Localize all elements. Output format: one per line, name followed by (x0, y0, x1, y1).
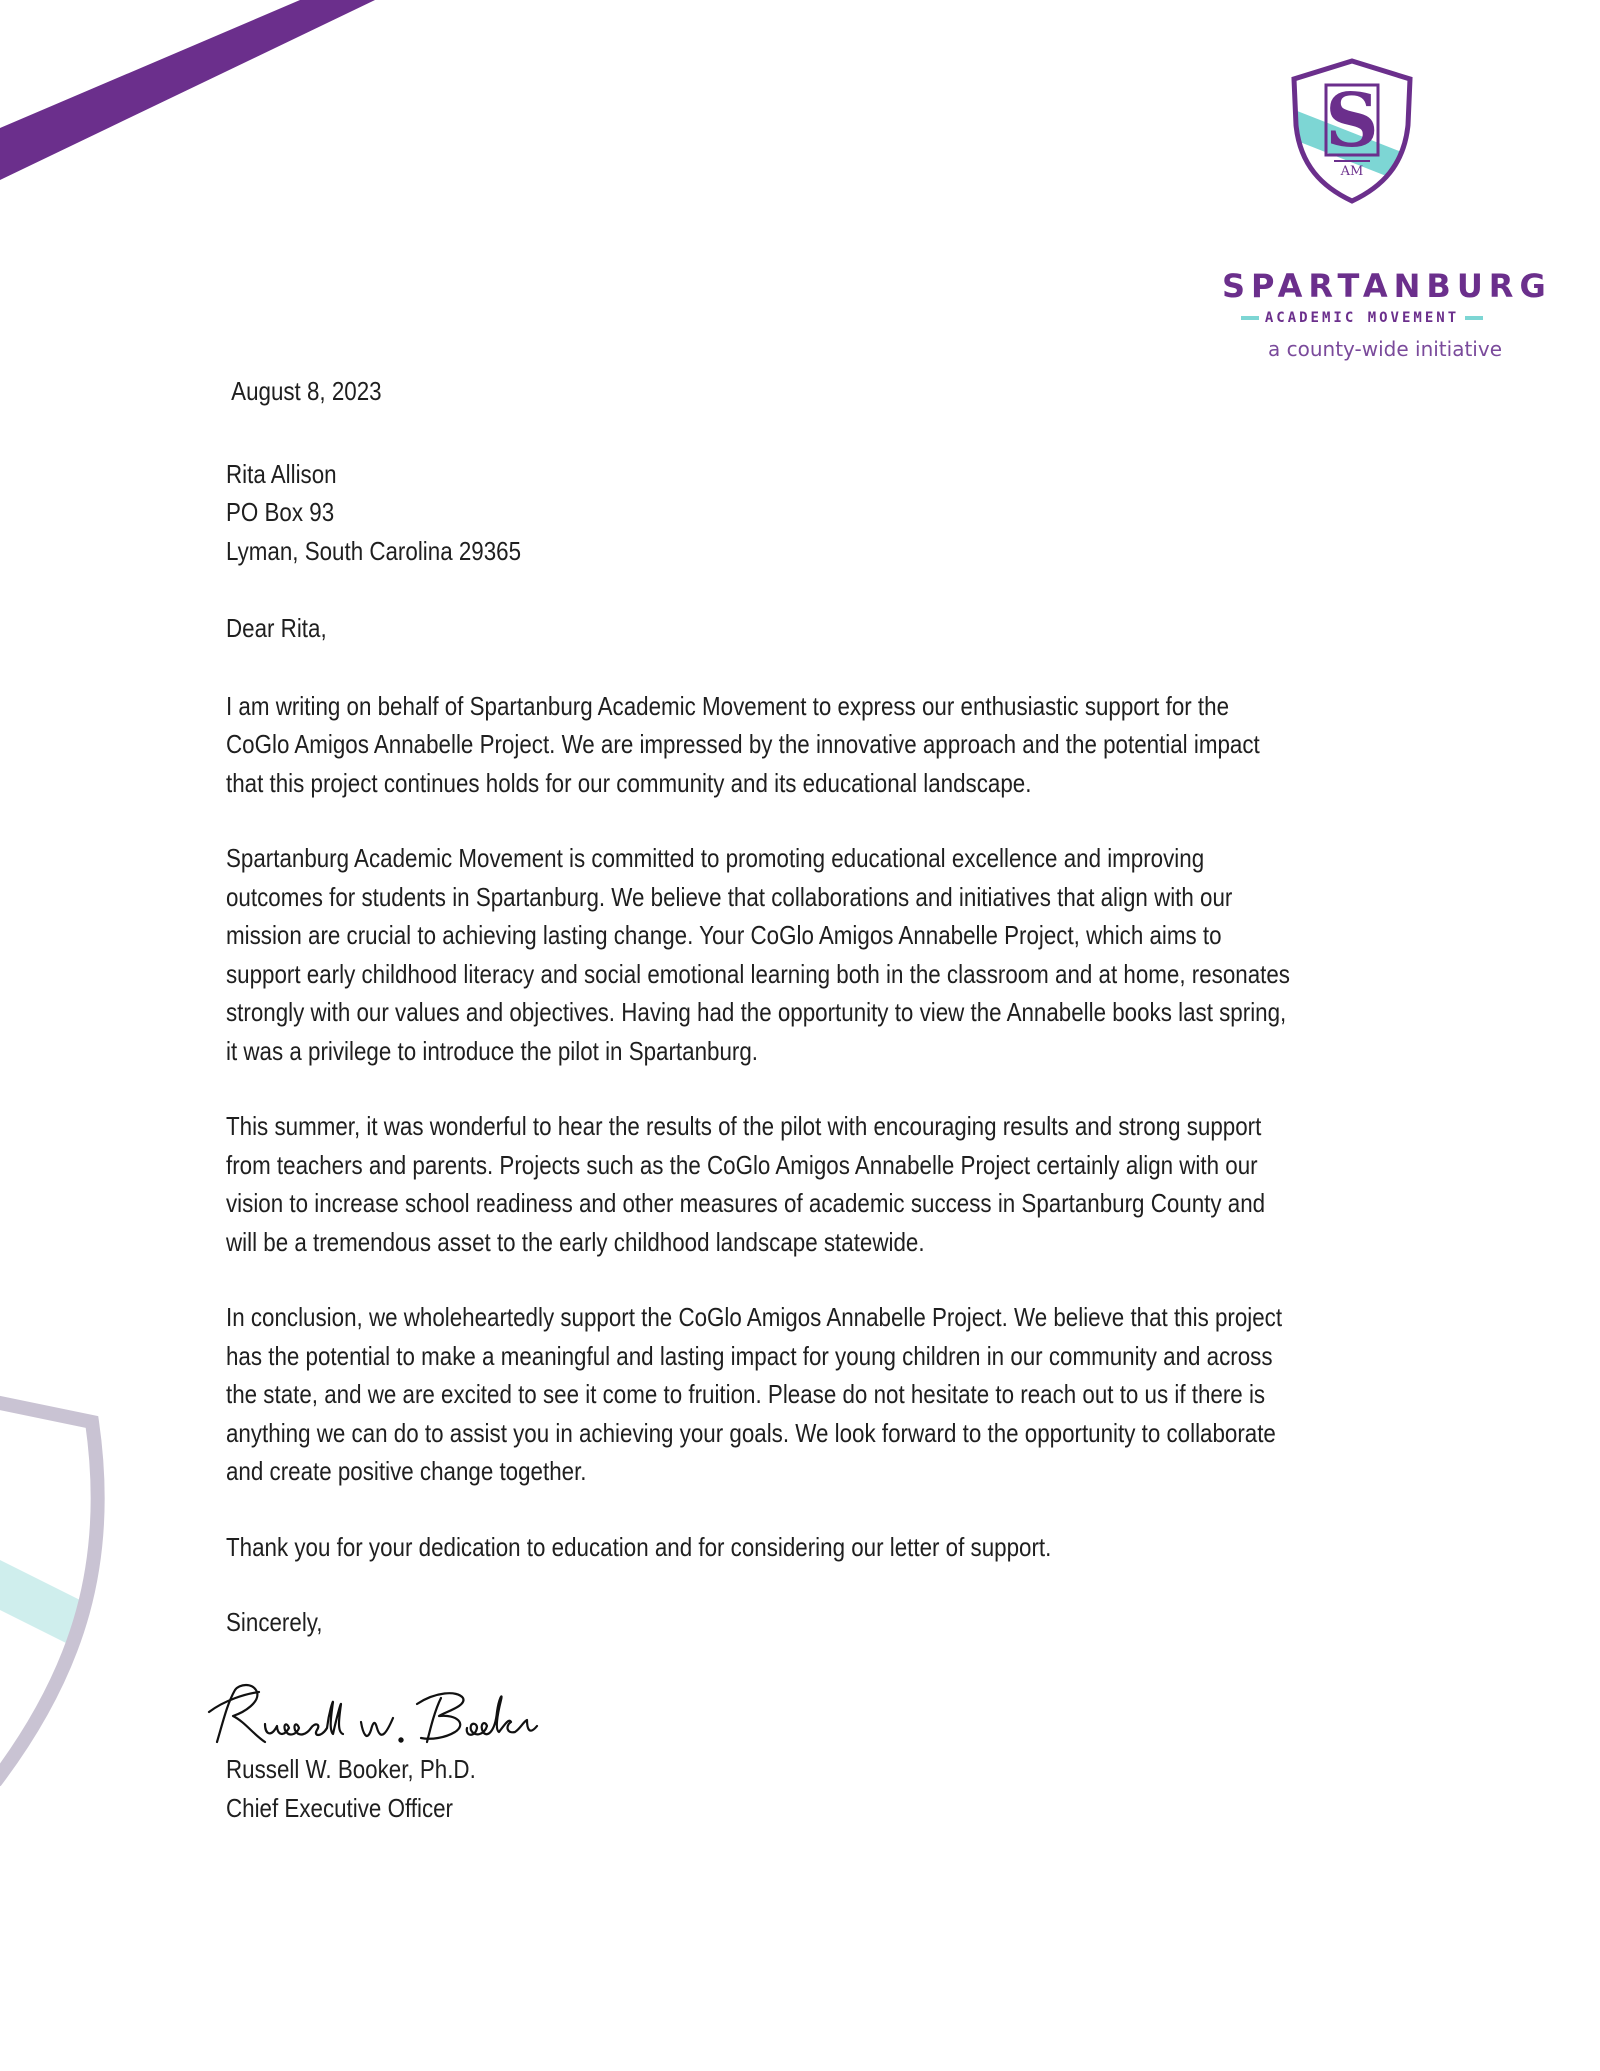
letter-date: August 8, 2023 (231, 376, 382, 406)
body-paragraph-5: Thank you for your dedication to education and for considering our letter of support. (226, 1531, 1052, 1562)
closing: Sincerely, (226, 1607, 323, 1637)
shield-logo-icon (1282, 55, 1422, 205)
org-subtitle: ACADEMIC MOVEMENT (1264, 310, 1460, 326)
logo-monogram: S (1325, 78, 1379, 164)
body-paragraph-2: Spartanburg Academic Movement is committed to promoting educational excellence and improving outcomes for students in Spartanburg. We believe that collaborations and initiatives that align with our mission are crucial to achieving lasting change. Your CoGlo Amigos Annabelle Project, which aims to support early childhood literacy and social emotional learning both in the classroom and at home, resonates strongly with our values and objectives. Having had the opportunity to view the Annabelle books last spring, it was a privilege to introduce the pilot in Spartanburg. (226, 843, 1290, 1066)
org-tagline: a county-wide initiative (1268, 337, 1502, 361)
subtitle-bar-left (1241, 316, 1259, 320)
org-name: SPARTANBURG (1222, 267, 1552, 305)
body-paragraph-1: I am writing on behalf of Spartanburg Academic Movement to express our enthusiastic support for the CoGlo Amigos Annabelle Project. We are impressed by the innovative approach and the potential impact that this project continues holds for our community and its educational landscape. (226, 690, 1260, 798)
org-subtitle-row (1224, 310, 1500, 326)
letter-body (226, 372, 1292, 1642)
subtitle-bar-right (1465, 316, 1483, 320)
body-paragraph-3: This summer, it was wonderful to hear the results of the pilot with encouraging results and strong support from teachers and parents. Projects such as the CoGlo Amigos Annabelle Project certainly align with our vision to increase school readiness and other measures of academic success in Spartanburg County and will be a tremendous asset to the early childhood landscape statewide. (226, 1111, 1266, 1257)
signer-name: Russell W. Booker, Ph.D. (226, 1754, 476, 1784)
signer-block (226, 1750, 476, 1827)
side-shield-decoration (0, 1370, 120, 1790)
body-paragraph-4: In conclusion, we wholeheartedly support the CoGlo Amigos Annabelle Project. We believe that this project has the potential to make a meaningful and lasting impact for young children in our community and across the state, and we are excited to see it come to fruition. Please do not hesitate to reach out to us if there is anything we can do to assist you in achieving your goals. We look forward to the opportunity to collaborate and create positive change together. (226, 1302, 1283, 1486)
salutation: Dear Rita, (226, 613, 327, 643)
handwritten-signature (205, 1672, 545, 1762)
recipient-address-line2: Lyman, South Carolina 29365 (226, 535, 522, 566)
signer-title: Chief Executive Officer (226, 1792, 454, 1823)
logo-initials: AM (1340, 164, 1364, 179)
recipient-name: Rita Allison (226, 458, 337, 489)
corner-stripe-decoration (0, 0, 400, 190)
recipient-address-line1: PO Box 93 (226, 497, 335, 527)
